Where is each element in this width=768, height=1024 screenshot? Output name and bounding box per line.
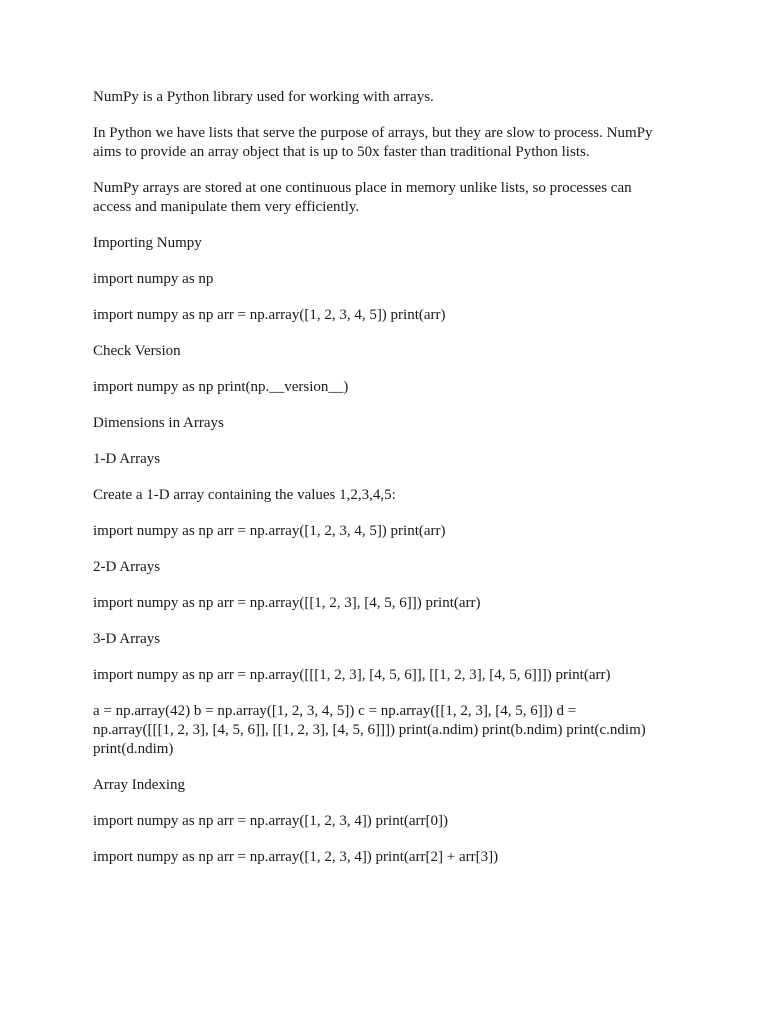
code-ndim: a = np.array(42) b = np.array([1, 2, 3, 4, 5]) c = np.array([[1, 2, 3], [4, 5, 6]]) d = np.array([[[1, 2, 3], [4, 5, 6]], [[1, 2, 3], [4, 5, 6]]]) print(a.ndim) print(b.ndim) print(c.ndim) print(d.ndim)	[93, 703, 646, 757]
document-body	[93, 88, 653, 884]
code-version: import numpy as np print(np.__version__)	[93, 379, 349, 395]
heading-check-version: Check Version	[93, 343, 181, 359]
memory-paragraph: NumPy arrays are stored at one continuous place in memory unlike lists, so processes can access and manipulate them very efficiently.	[93, 180, 632, 215]
heading-3d-arrays: 3-D Arrays	[93, 631, 161, 647]
text-create-1d: Create a 1-D array containing the values 1,2,3,4,5:	[93, 487, 396, 503]
heading-2d-arrays: 2-D Arrays	[93, 559, 161, 575]
code-2d-array: import numpy as np arr = np.array([[1, 2, 3], [4, 5, 6]]) print(arr)	[93, 595, 481, 611]
heading-array-indexing: Array Indexing	[93, 777, 186, 793]
heading-dimensions: Dimensions in Arrays	[93, 415, 224, 431]
intro-paragraph: NumPy is a Python library used for working with arrays.	[93, 89, 434, 105]
lists-paragraph: In Python we have lists that serve the purpose of arrays, but they are slow to process. NumPy aims to provide an array object that is up to 50x faster than traditional Python lists.	[93, 125, 653, 160]
heading-1d-arrays: 1-D Arrays	[93, 451, 161, 467]
code-3d-array: import numpy as np arr = np.array([[[1, 2, 3], [4, 5, 6]], [[1, 2, 3], [4, 5, 6]]]) print(arr)	[93, 667, 611, 683]
heading-importing-numpy: Importing Numpy	[93, 235, 202, 251]
code-index-sum: import numpy as np arr = np.array([1, 2, 3, 4]) print(arr[2] + arr[3])	[93, 849, 499, 865]
code-import-array: import numpy as np arr = np.array([1, 2, 3, 4, 5]) print(arr)	[93, 307, 446, 323]
code-1d-array: import numpy as np arr = np.array([1, 2, 3, 4, 5]) print(arr)	[93, 523, 446, 539]
code-import: import numpy as np	[93, 271, 214, 287]
code-index-first: import numpy as np arr = np.array([1, 2, 3, 4]) print(arr[0])	[93, 813, 449, 829]
